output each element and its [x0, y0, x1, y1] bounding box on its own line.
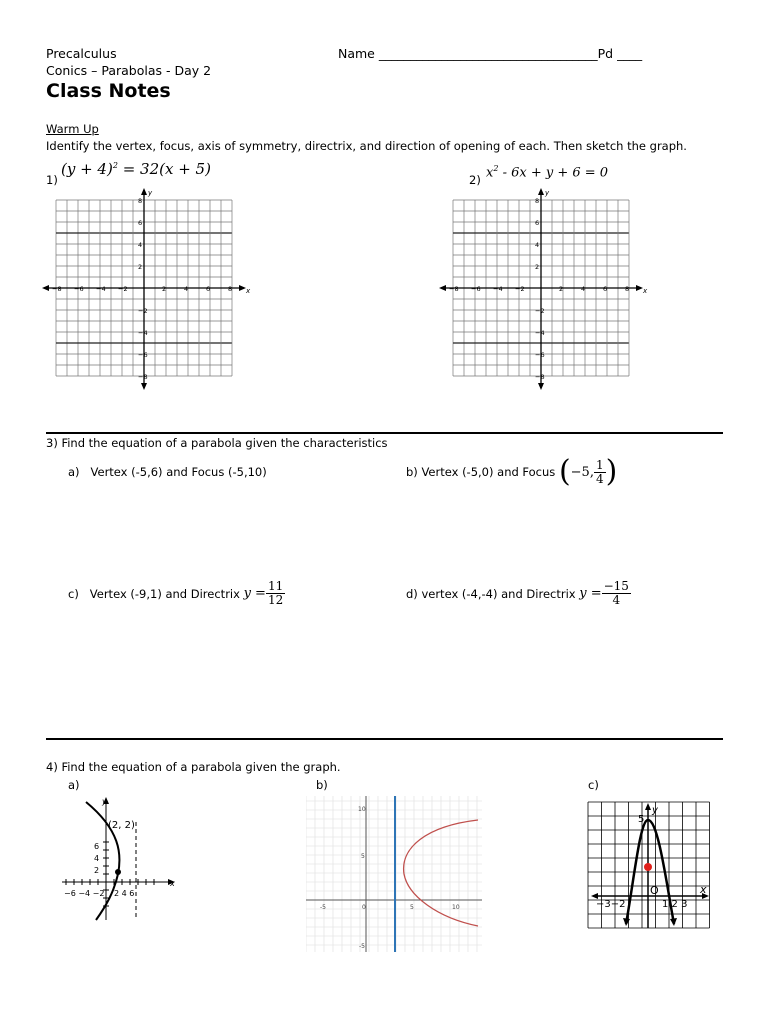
section-3-heading: 3) Find the equation of a parabola given the characteristics — [46, 436, 388, 450]
x-axis-label: x — [246, 287, 251, 295]
y-axis-label: y — [148, 189, 153, 197]
x-axis-arrow-right — [239, 285, 246, 291]
topic-name: Conics – Parabolas - Day 2 — [46, 63, 212, 78]
x-ticks-right: 1 2 3 — [662, 899, 688, 910]
problem-3a: a) Vertex (-5,6) and Focus (-5,10) — [68, 465, 267, 479]
x-tick-label: 4 — [184, 285, 189, 293]
x-tick-label: −4 — [96, 285, 106, 293]
problem-4b-label: b) — [316, 778, 328, 792]
problem-3b: b) Vertex (-5,0) and Focus ( −5, $\frac{1}{4}$ ) — [406, 454, 618, 489]
section-divider — [46, 432, 723, 434]
x-axis-label: x — [170, 879, 175, 888]
y-tick-label: 8 — [138, 197, 143, 205]
coordinate-grid-1[interactable] — [40, 184, 260, 400]
x-tick-label: −2 — [515, 285, 525, 293]
graph-4b — [306, 796, 482, 952]
x-tick-label: 4 — [581, 285, 586, 293]
y-tick-label: −8 — [138, 373, 148, 381]
y-tick-5: 5 — [638, 814, 645, 825]
y-axis-arrow-down — [141, 383, 147, 390]
x-ticks-left: −3−2 — [596, 899, 626, 910]
name-blank[interactable]: ___________________________________ — [378, 46, 598, 61]
y-tick-label: −6 — [535, 351, 545, 359]
x-tick-5: 5 — [410, 904, 414, 911]
y-tick-label: 8 — [535, 197, 540, 205]
x-tick-label: 2 — [162, 285, 167, 293]
x-tick-label: −2 — [118, 285, 128, 293]
warmup-instructions: Identify the vertex, focus, axis of symmetry, directrix, and direction of opening of each. Then sketch the graph. — [46, 139, 687, 153]
name-label: Name — [338, 46, 375, 61]
section-4-heading: 4) Find the equation of a parabola given the graph. — [46, 760, 341, 774]
x-tick-label: 8 — [228, 285, 233, 293]
focus-point — [115, 869, 121, 875]
y-tick-4: 4 — [94, 854, 100, 863]
y-tick-2: 2 — [94, 866, 100, 875]
x-tick-label: 2 — [559, 285, 564, 293]
x-tick-label: −8 — [449, 285, 459, 293]
problem-1-number: 1) — [46, 173, 58, 187]
y-tick-label: 4 — [138, 241, 143, 249]
x-axis-label: x — [643, 287, 648, 295]
warmup-heading: Warm Up — [46, 122, 99, 136]
y-tick-label: 4 — [535, 241, 540, 249]
x-tick-label: −8 — [52, 285, 62, 293]
problem-3c: c) Vertex (-9,1) and Directrix y = $\frac{11}{12}$ — [68, 579, 284, 607]
y-axis-label: y — [652, 805, 658, 816]
pd-blank[interactable]: ____ — [617, 46, 643, 61]
x-axis-arrow-left — [439, 285, 446, 291]
fraction-3b: $\frac{1}{4}$ — [595, 457, 604, 486]
y-tick-label: −4 — [535, 329, 545, 337]
page-title: Class Notes — [46, 80, 171, 102]
y-axis-arrow-up — [538, 188, 544, 195]
y-tick-label: −2 — [138, 307, 148, 315]
y-tick-label: −2 — [535, 307, 545, 315]
y-tick-6: 6 — [94, 842, 100, 851]
section-divider — [46, 738, 723, 740]
fraction-3d: $\frac{-15}{4}$ — [603, 579, 629, 607]
y-tick-label: 6 — [138, 219, 143, 227]
problem-3d: d) vertex (-4,-4) and Directrix y = $\frac{-15}{4}$ — [406, 579, 629, 607]
problem-4a-label: a) — [68, 778, 80, 792]
graph-4c — [586, 800, 712, 930]
x-tick-label: −6 — [74, 285, 84, 293]
x-tick-10: 10 — [452, 904, 460, 911]
x-tick-label: 6 — [206, 285, 211, 293]
course-name: Precalculus — [46, 46, 117, 61]
y-tick-label: 2 — [535, 263, 540, 271]
y-tick-label: −6 — [138, 351, 148, 359]
y-tick-label: 6 — [535, 219, 540, 227]
y-tick-10: 10 — [358, 806, 366, 813]
x-axis-arrow-right — [636, 285, 643, 291]
x-tick-label: 6 — [603, 285, 608, 293]
problem-1-equation: $(y + 4)^2 = 32(x + 5)$ — [61, 160, 211, 178]
point-label: (2, 2) — [108, 820, 135, 831]
x-tick-0: 0 — [362, 904, 366, 911]
problem-2-equation: $x^2 - 6x + y + 6 = 0$ — [486, 164, 609, 181]
x-axis-arrow-left — [42, 285, 49, 291]
problem-4c-label: c) — [588, 778, 599, 792]
fraction-3c: $\frac{11}{12}$ — [267, 579, 284, 607]
y-tick-5: 5 — [361, 853, 365, 860]
y-axis-arrow-up — [141, 188, 147, 195]
focus-point — [644, 863, 652, 871]
x-tick-label: 8 — [625, 285, 630, 293]
coordinate-grid-2[interactable] — [437, 184, 657, 400]
x-tick-neg5: -5 — [320, 904, 326, 911]
y-tick-label: −4 — [138, 329, 148, 337]
y-tick-label: 2 — [138, 263, 143, 271]
pd-label: Pd — [597, 46, 614, 61]
x-ticks-right: 2 4 6 — [114, 889, 135, 898]
y-tick-neg5: -5 — [359, 943, 365, 950]
problem-2-number: 2) — [469, 173, 481, 187]
y-axis-arrow-down — [538, 383, 544, 390]
x-axis-label: x — [700, 883, 707, 896]
origin-label: O — [650, 884, 659, 897]
x-tick-label: −6 — [471, 285, 481, 293]
x-tick-label: −4 — [493, 285, 503, 293]
y-axis-label: y — [102, 797, 107, 806]
y-tick-label: −8 — [535, 373, 545, 381]
name-line — [338, 46, 642, 61]
graph-4a — [58, 794, 184, 922]
y-axis-label: y — [545, 189, 550, 197]
x-ticks-left: −6 −4 −2 — [64, 889, 105, 898]
